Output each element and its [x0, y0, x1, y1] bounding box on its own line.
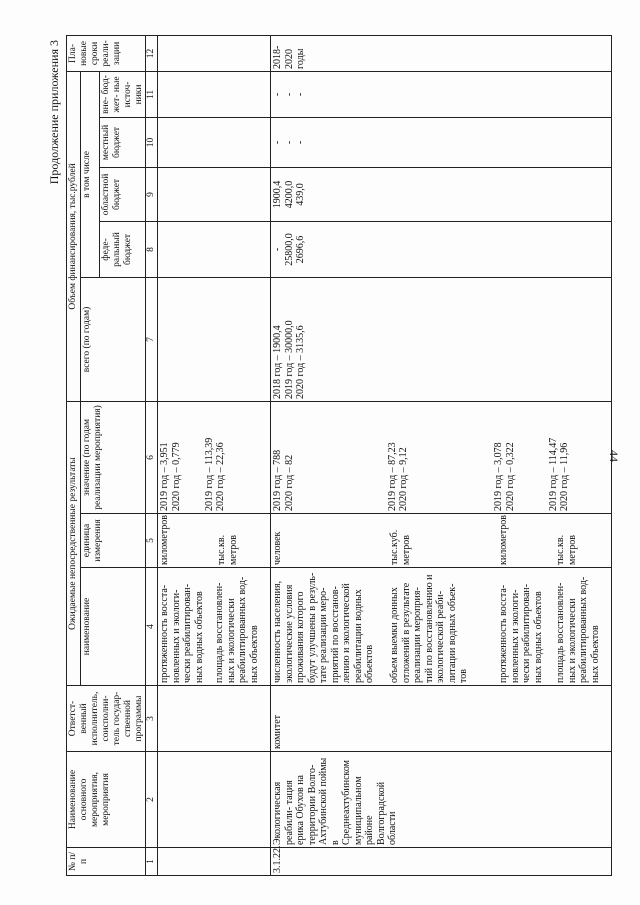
result-name: объем выемки донных отложений в результате реализации мероприя- тий по восстановлению и экологической реаби- литации водных объек- тов	[389, 574, 470, 683]
column-number: 1	[146, 848, 158, 876]
header-results-name: наименование	[80, 568, 146, 686]
continuation-label: Продолжение приложения 3	[47, 40, 61, 185]
table-row	[271, 35, 612, 875]
page-number: 44	[606, 450, 621, 462]
result-value: 2020 год – 0,779	[170, 442, 182, 511]
row-executor: комитет	[271, 686, 612, 752]
header-results-value: значение (по годам реализации мероприятия)	[80, 401, 146, 513]
finance-extra: -	[295, 92, 307, 97]
column-number: 3	[146, 686, 158, 752]
result-unit: километров	[159, 515, 171, 565]
row-period: 2018- 2020 годы	[271, 35, 612, 71]
row-number: 3.1.22.	[271, 848, 612, 876]
column-number: 11	[146, 71, 158, 117]
result-value: 2020 год – 82	[283, 454, 295, 511]
result-unit: тыс.куб. метров	[389, 529, 412, 565]
finance-regional: 439,0	[295, 183, 307, 206]
finance-local: -	[295, 140, 307, 145]
header-finance-total: всего (по годам)	[80, 277, 146, 401]
header-finance-local: местный бюджет	[99, 117, 146, 167]
header-finance-group: Объем финансирования, тыс.рублей	[67, 71, 81, 401]
result-value: 2019 год – 788	[272, 449, 284, 511]
result-name: площадь восстановлен- ных и экологически реабилитированных вод- ных объектов	[555, 576, 601, 683]
column-number: 7	[146, 277, 158, 401]
finance-local: -	[272, 140, 284, 145]
column-number: 5	[146, 514, 158, 568]
result-unit: человек	[272, 531, 284, 565]
result-unit: тыс.кв. метров	[216, 534, 239, 565]
finance-federal: 25800,0	[283, 233, 295, 266]
header-name: Наименование основного мероприятия, мероприятия	[67, 752, 146, 848]
column-number: 12	[146, 35, 158, 71]
result-unit: тыс.кв. метров	[555, 534, 578, 565]
header-results-group: Ожидаемые непосредственные результаты	[67, 401, 81, 685]
header-results-unit: единица измерения	[80, 514, 146, 568]
result-name: площадь восстановлен- ных и экологически реабилитированных вод- ных объектов	[214, 576, 260, 683]
result-value: 2019 год – 3,951	[159, 442, 171, 511]
header-no: № п/п	[67, 848, 146, 876]
finance-total: 2020 год – 3135,6	[295, 325, 307, 399]
result-value: 2019 год – 87,23	[386, 442, 398, 511]
column-number: 9	[146, 167, 158, 221]
rotated-sheet	[40, 36, 632, 876]
result-name: протяженность восста- новленных и экологи- чески реабилитирован- ных водных объектов	[159, 583, 205, 683]
column-number: 2	[146, 752, 158, 848]
finance-extra: -	[272, 92, 284, 97]
finance-total: 2019 год – 30000,0	[283, 320, 295, 399]
result-value: 2020 год – 9,12	[398, 447, 410, 511]
finance-local: -	[283, 140, 295, 145]
result-name: протяженность восста- новленных и экологи- чески реабилитирован- ных водных объектов	[498, 583, 544, 683]
column-number: 8	[146, 221, 158, 277]
result-value: 2020 год – 11,96	[559, 442, 571, 511]
result-value: 2020 год – 0,322	[504, 442, 516, 511]
header-executor: Ответст- венный исполнитель, соисполни- тель государ- ственной программы	[67, 686, 146, 752]
row-name: Экологическая реабили- тация ерика Обухов на территории Волго- Ахтубинской поймы в Среднеахтубинском муниципальном районе Волгоградской области	[271, 752, 612, 848]
table-row-continued	[158, 35, 271, 875]
finance-federal: 2696,6	[295, 235, 307, 264]
header-finance-regional: областной бюджет	[99, 167, 146, 221]
column-number: 10	[146, 117, 158, 167]
header-period: Пла- новые сроки реали- зации	[67, 35, 146, 71]
column-number: 4	[146, 568, 158, 686]
finance-federal: -	[272, 247, 284, 252]
header-finance-extra: вне- бюд- жет- ные источ- ники	[99, 71, 146, 117]
finance-extra: -	[283, 92, 295, 97]
result-value: 2020 год – 22,36	[215, 442, 227, 511]
finance-regional: 1900,4	[272, 180, 284, 209]
result-value: 2019 год – 113,39	[203, 437, 215, 511]
result-value: 2019 год – 3,078	[493, 442, 505, 511]
column-number: 6	[146, 401, 158, 513]
result-value: 2019 год – 114,47	[547, 437, 559, 511]
program-table	[66, 35, 612, 876]
finance-total: 2018 год – 1900,4	[272, 325, 284, 399]
finance-regional: 4200,0	[283, 180, 295, 209]
result-name: численность населения, экологические условия проживания которого будут улучшены в резуль- тате реализации меро- приятий по восстанов- лению и экологической реабилитации водных объектов	[272, 572, 376, 683]
result-unit: километров	[498, 515, 510, 565]
header-finance-federal: феде- ральный бюджет	[99, 221, 146, 277]
header-finance-incl: в том числе	[80, 71, 99, 277]
